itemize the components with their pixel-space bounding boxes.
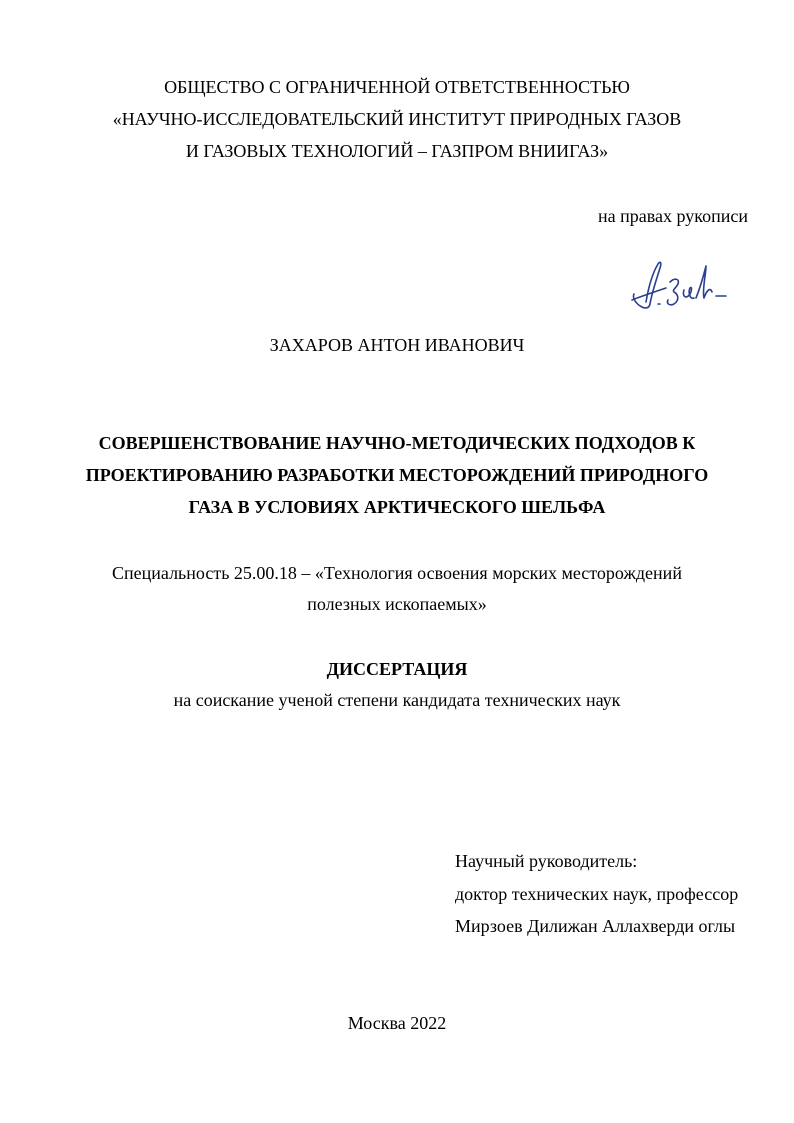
organization-line-2: «НАУЧНО-ИССЛЕДОВАТЕЛЬСКИЙ ИНСТИТУТ ПРИРОДНЫХ ГАЗОВ (112, 109, 682, 129)
supervisor-name: Мирзоев Дилижан Аллахверди оглы (455, 916, 736, 936)
degree-line: на соискание ученой степени кандидата технических наук (173, 690, 621, 710)
organization-line-1: ОБЩЕСТВО С ОГРАНИЧЕННОЙ ОТВЕТСТВЕННОСТЬЮ (164, 77, 630, 97)
dissertation-title-line-3: ГАЗА В УСЛОВИЯХ АРКТИЧЕСКОГО ШЕЛЬФА (188, 497, 606, 517)
supervisor-label: Научный руководитель: (455, 851, 638, 871)
dissertation-title-line-1: СОВЕРШЕНСТВОВАНИЕ НАУЧНО-МЕТОДИЧЕСКИХ ПОДХОДОВ К (98, 433, 696, 453)
handwritten-signature (622, 252, 742, 316)
dissertation-title-line-2: ПРОЕКТИРОВАНИЮ РАЗРАБОТКИ МЕСТОРОЖДЕНИЙ ПРИРОДНОГО (85, 465, 709, 485)
organization-line-3: И ГАЗОВЫХ ТЕХНОЛОГИЙ – ГАЗПРОМ ВНИИГАЗ» (185, 141, 609, 161)
specialty-line-1: Специальность 25.00.18 – «Технология освоения морских месторождений (112, 563, 682, 583)
supervisor-title: доктор технических наук, профессор (455, 884, 739, 904)
specialty-line-2: полезных ископаемых» (307, 594, 487, 614)
manuscript-note: на правах рукописи (598, 206, 748, 226)
author-name: ЗАХАРОВ АНТОН ИВАНОВИЧ (269, 335, 525, 355)
work-type: ДИССЕРТАЦИЯ (326, 659, 468, 679)
city-year: Москва 2022 (347, 1013, 447, 1033)
